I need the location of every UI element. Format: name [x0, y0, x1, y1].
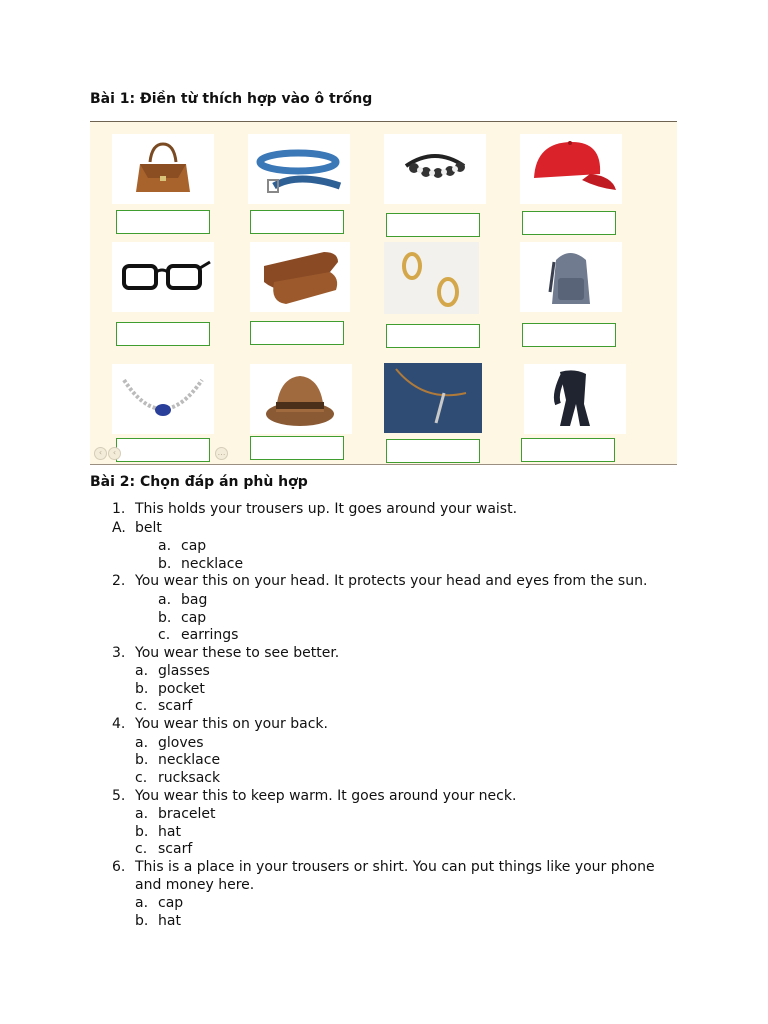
bag-icon: [112, 134, 214, 204]
question-text: You wear this on your head. It protects your head and eyes from the sun.: [135, 573, 648, 589]
question-number: 1.: [112, 501, 126, 517]
question-number: 4.: [112, 716, 126, 732]
answer-box-7[interactable]: [386, 324, 480, 348]
question-number: 6.: [112, 859, 126, 875]
answer-box-2[interactable]: [250, 210, 344, 234]
more-nav-icon[interactable]: …: [215, 447, 228, 460]
answer-box-5[interactable]: [116, 322, 210, 346]
rucksack-icon: [520, 242, 622, 312]
exercise-2-heading: Bài 2: Chọn đáp án phù hợp: [90, 474, 308, 490]
exercise-1-heading: Bài 1: Điền từ thích hợp vào ô trống: [90, 91, 373, 107]
earrings-icon: [384, 242, 479, 314]
answer-box-3[interactable]: [386, 213, 480, 237]
answer-box-12[interactable]: [521, 438, 615, 462]
question-text: You wear this on your back.: [135, 716, 328, 732]
question-text: You wear these to see better.: [135, 645, 340, 661]
answer-box-1[interactable]: [116, 210, 210, 234]
pocket-icon: [384, 363, 482, 433]
question-text: You wear this to keep warm. It goes around your neck.: [135, 788, 517, 804]
answer-box-10[interactable]: [250, 436, 344, 460]
bracelet-icon: [384, 134, 486, 204]
gloves-icon: [250, 242, 350, 312]
answer-box-8[interactable]: [522, 323, 616, 347]
answer-box-11[interactable]: [386, 439, 480, 463]
answer-box-9[interactable]: [116, 438, 210, 462]
picture-panel: [90, 121, 677, 465]
scarf-icon: [524, 364, 626, 434]
prev-nav-icon-2[interactable]: ‹: [108, 447, 121, 460]
hat-icon: [250, 364, 352, 434]
answer-box-4[interactable]: [522, 211, 616, 235]
cap-icon: [520, 134, 622, 204]
answer-box-6[interactable]: [250, 321, 344, 345]
question-number: 5.: [112, 788, 126, 804]
question-text: This holds your trousers up. It goes around your waist.: [135, 501, 518, 517]
question-text: This is a place in your trousers or shirt. You can put things like your phone and money here.: [135, 859, 655, 893]
question-number: 2.: [112, 573, 126, 589]
necklace-icon: [112, 364, 214, 434]
prev-nav-icon[interactable]: ‹: [94, 447, 107, 460]
question-number: 3.: [112, 645, 126, 661]
glasses-icon: [112, 242, 214, 312]
belt-icon: [248, 134, 350, 204]
